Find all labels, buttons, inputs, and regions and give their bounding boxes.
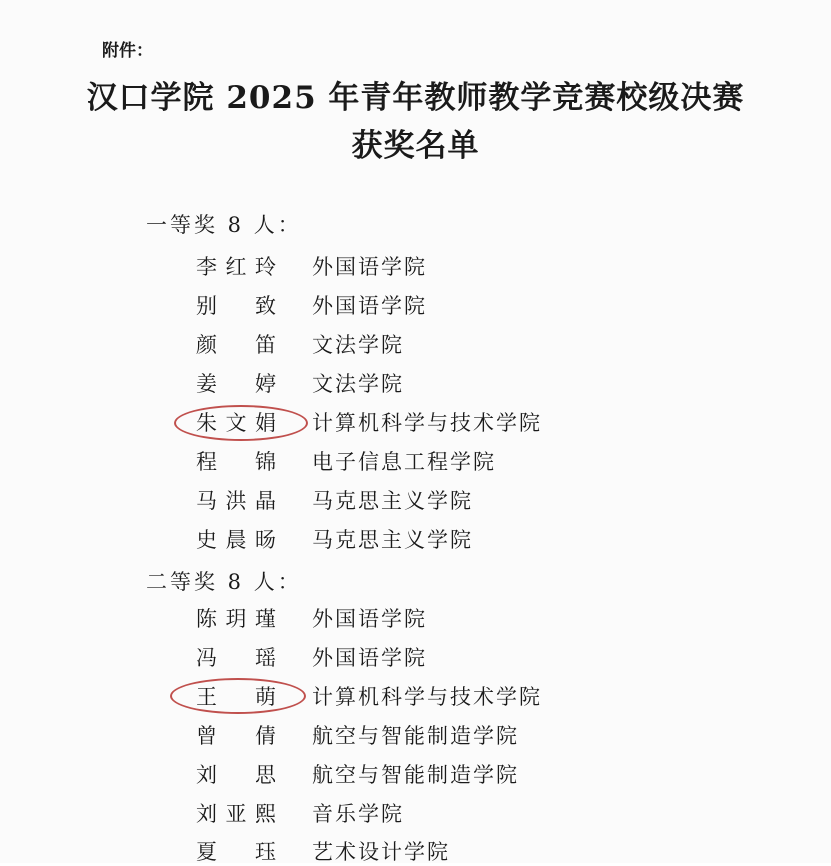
winner-college: 外国语学院: [312, 607, 427, 631]
winner-name: 刘 思: [196, 763, 276, 787]
winner-college: 艺术设计学院: [312, 840, 450, 864]
winner-college: 外国语学院: [312, 294, 427, 318]
winner-college: 计算机科学与技术学院: [312, 685, 542, 709]
winner-college: 航空与智能制造学院: [312, 763, 519, 787]
document-title: 汉口学院 2025 年青年教师教学竞赛校级决赛: [86, 80, 745, 116]
first-prize-heading: 一等奖 8 人：: [146, 213, 302, 237]
winner-name: 李红玲: [196, 255, 276, 279]
winner-name: 朱文娟: [196, 411, 276, 435]
winner-name: 马洪晶: [196, 489, 276, 513]
winner-name: 冯 瑶: [196, 646, 276, 670]
winner-name: 王 萌: [196, 685, 276, 709]
second-prize-heading: 二等奖 8 人：: [146, 570, 302, 594]
winner-name: 姜 婷: [196, 372, 276, 396]
winner-name: 史晨旸: [196, 528, 276, 552]
winner-name: 夏 珏: [196, 840, 276, 864]
winner-name: 陈玥瑾: [196, 607, 276, 631]
winner-college: 音乐学院: [312, 802, 404, 826]
winner-college: 计算机科学与技术学院: [312, 411, 542, 435]
winner-college: 航空与智能制造学院: [312, 724, 519, 748]
winner-college: 外国语学院: [312, 646, 427, 670]
winner-college: 马克思主义学院: [312, 489, 473, 513]
winner-name: 刘亚熙: [196, 802, 276, 826]
winner-name: 曾 倩: [196, 724, 276, 748]
winner-college: 文法学院: [312, 333, 404, 357]
winner-name: 程 锦: [196, 450, 276, 474]
winner-college: 电子信息工程学院: [312, 450, 496, 474]
winner-college: 文法学院: [312, 372, 404, 396]
document-subtitle: 获奖名单: [351, 128, 480, 164]
attachment-label: 附件：: [102, 41, 153, 61]
winner-college: 外国语学院: [312, 255, 427, 279]
winner-name: 颜 笛: [196, 333, 276, 357]
winner-college: 马克思主义学院: [312, 528, 473, 552]
winner-name: 别 致: [196, 294, 276, 318]
